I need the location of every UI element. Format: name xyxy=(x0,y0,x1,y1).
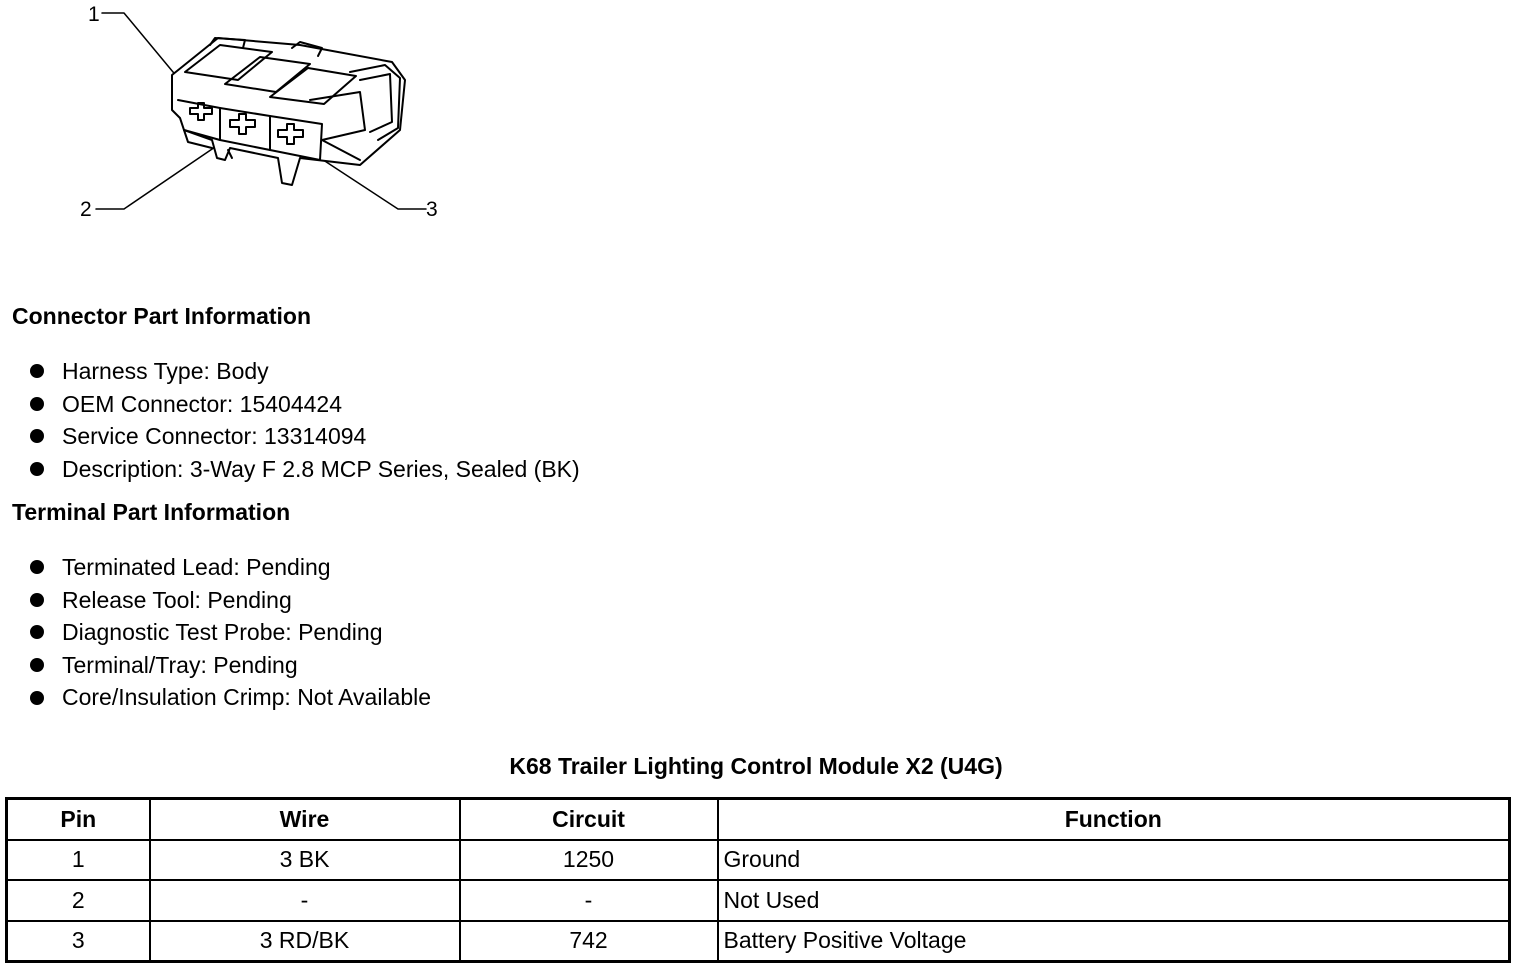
list-item-text: Terminal/Tray: Pending xyxy=(62,651,298,678)
circuit-cell: - xyxy=(460,880,718,921)
bullet-icon xyxy=(30,560,44,574)
list-item-text: Service Connector: 13314094 xyxy=(62,423,367,450)
callout-2-leader xyxy=(96,145,218,209)
callout-2-label: 2 xyxy=(80,198,92,221)
function-cell: Battery Positive Voltage xyxy=(718,921,1510,962)
list-item xyxy=(28,453,580,486)
table-title: K68 Trailer Lighting Control Module X2 (U4G) xyxy=(509,753,1003,779)
list-item xyxy=(28,584,431,617)
list-item-text: Harness Type: Body xyxy=(62,358,269,384)
list-item-text: Diagnostic Test Probe: Pending xyxy=(62,619,383,646)
pin-cell: 1 xyxy=(7,840,150,881)
pin-cell: 3 xyxy=(7,921,150,962)
pin-cell: 2 xyxy=(7,880,150,921)
bullet-icon xyxy=(30,397,44,411)
callout-3-label: 3 xyxy=(426,198,438,221)
connector-part-info-heading: Connector Part Information xyxy=(12,303,312,329)
bullet-icon xyxy=(30,691,44,705)
table-row xyxy=(7,840,1510,881)
column-header-wire: Wire xyxy=(150,799,460,840)
list-item-text: OEM Connector: 15404424 xyxy=(62,390,343,417)
terminal-part-info-heading: Terminal Part Information xyxy=(12,499,291,525)
connector-illustration xyxy=(60,0,480,240)
pin-table xyxy=(5,797,1511,963)
bullet-icon xyxy=(30,625,44,639)
bullet-icon xyxy=(30,593,44,607)
list-item-text: Release Tool: Pending xyxy=(62,586,292,613)
function-cell: Ground xyxy=(718,840,1510,881)
table-row xyxy=(7,880,1510,921)
function-cell: Not Used xyxy=(718,880,1510,921)
table-row xyxy=(7,921,1510,962)
list-item xyxy=(28,649,431,682)
list-item xyxy=(28,388,580,421)
bullet-icon xyxy=(30,462,44,476)
wire-cell: 3 BK xyxy=(150,840,460,881)
column-header-circuit: Circuit xyxy=(460,799,718,840)
bullet-icon xyxy=(30,658,44,672)
bullet-icon xyxy=(30,364,44,378)
list-item xyxy=(28,420,580,453)
column-header-function: Function xyxy=(718,799,1510,840)
list-item-text: Core/Insulation Crimp: Not Available xyxy=(62,684,432,711)
wire-cell: - xyxy=(150,880,460,921)
callout-1-label: 1 xyxy=(88,3,100,26)
list-item-text: Terminated Lead: Pending xyxy=(62,554,331,580)
list-item xyxy=(28,551,431,584)
circuit-cell: 1250 xyxy=(460,840,718,881)
connector-part-info-list xyxy=(28,355,580,485)
list-item xyxy=(28,616,431,649)
callout-1-leader xyxy=(102,13,178,78)
wire-cell: 3 RD/BK xyxy=(150,921,460,962)
terminal-part-info-list xyxy=(28,551,431,714)
connector-drawing xyxy=(60,0,480,240)
circuit-cell: 742 xyxy=(460,921,718,962)
list-item-text: Description: 3-Way F 2.8 MCP Series, Sealed (BK) xyxy=(62,455,580,482)
bullet-icon xyxy=(30,429,44,443)
column-header-pin: Pin xyxy=(7,799,150,840)
list-item xyxy=(28,681,431,714)
list-item xyxy=(28,355,580,388)
table-header-row xyxy=(7,799,1510,840)
